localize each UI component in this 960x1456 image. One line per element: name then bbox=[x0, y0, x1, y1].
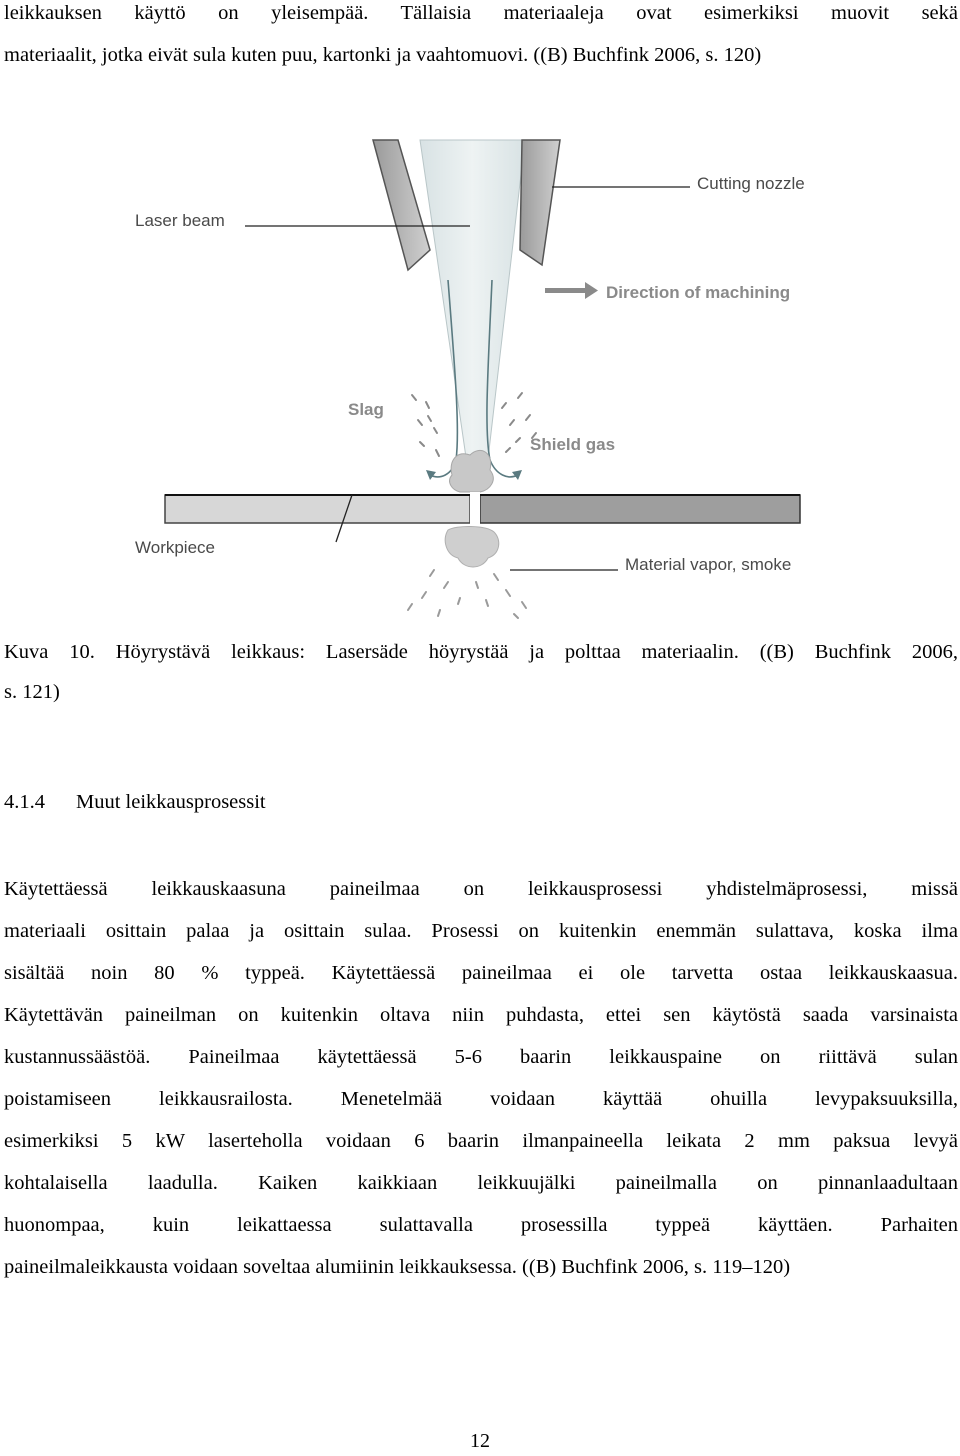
vapor-plume-top bbox=[450, 450, 494, 492]
shield-gas-arrow-left bbox=[426, 470, 436, 480]
body-line-1: Käytettäessä leikkauskaasuna paineilmaa on leikkausprosessi yhdistelmäprosessi, missä bbox=[4, 878, 958, 900]
label-slag: Slag bbox=[348, 400, 384, 419]
direction-arrow bbox=[545, 282, 598, 299]
label-shield-gas: Shield gas bbox=[530, 435, 616, 454]
laser-cutting-figure bbox=[130, 130, 850, 620]
kerf bbox=[470, 492, 480, 526]
label-laser-beam: Laser beam bbox=[135, 211, 225, 230]
intro-line-2: materiaalit, jotka eivät sula kuten puu, kartonki ja vaahtomuovi. ((B) Buchfink 2006, s. 120) bbox=[4, 44, 762, 66]
figure-caption bbox=[4, 632, 958, 712]
body-line-5: kustannussäästöä. Paineilmaa käytettäessä 5-6 baarin leikkauspaine on riittävä sulan bbox=[4, 1046, 958, 1068]
label-cutting-nozzle: Cutting nozzle bbox=[697, 174, 805, 193]
body-line-9: huonompaa, kuin leikattaessa sulattavalla prosessilla typpeä käyttäen. Parhaiten bbox=[4, 1214, 958, 1236]
body-line-7: esimerkiksi 5 kW laserteholla voidaan 6 baarin ilmanpaineella leikata 2 mm paksua levyä bbox=[4, 1130, 958, 1152]
caption-line-2: s. 121) bbox=[4, 681, 60, 703]
body-line-8: kohtalaisella laadulla. Kaiken kaikkiaan leikkuujälki paineilmalla on pinnanlaadultaan bbox=[4, 1172, 958, 1194]
caption-line-1: Kuva 10. Höyrystävä leikkaus: Lasersäde höyrystää ja polttaa materiaalin. ((B) Buchfink 2006, bbox=[4, 641, 958, 663]
section-title: Muut leikkausprosessit bbox=[76, 791, 266, 813]
smoke-particles bbox=[408, 570, 526, 618]
body-line-3: sisältää noin 80 % typpeä. Käytettäessä paineilmaa ei ole tarvetta ostaa leikkauskaasua. bbox=[4, 962, 958, 984]
body-paragraph bbox=[4, 868, 958, 1288]
section-number: 4.1.4 bbox=[4, 791, 45, 813]
workpiece-right bbox=[480, 495, 800, 523]
laser-cutting-diagram bbox=[130, 130, 850, 620]
laser-beam-cone bbox=[420, 140, 525, 485]
body-line-4: Käytettävän paineilman on kuitenkin oltava niin puhdasta, ettei sen käytöstä saada varsinaista bbox=[4, 1004, 958, 1026]
nozzle-left-wall bbox=[373, 140, 430, 270]
body-line-6: poistamiseen leikkausrailosta. Menetelmää voidaan käyttää ohuilla levypaksuuksilla, bbox=[4, 1088, 958, 1110]
vapor-plume-bottom bbox=[445, 526, 499, 567]
shield-gas-arrow-right bbox=[512, 470, 522, 480]
workpiece-left bbox=[165, 495, 470, 523]
nozzle-right-wall bbox=[520, 140, 560, 265]
body-line-2: materiaali osittain palaa ja osittain sulaa. Prosessi on kuitenkin enemmän sulattava, koska ilma bbox=[4, 920, 958, 942]
intro-paragraph bbox=[4, 0, 958, 76]
body-line-10: paineilmaleikkausta voidaan soveltaa alumiinin leikkauksessa. ((B) Buchfink 2006, s. 119–120) bbox=[4, 1256, 791, 1278]
intro-line-1: leikkauksen käyttö on yleisempää. Tällaisia materiaaleja ovat esimerkiksi muovit sekä bbox=[4, 2, 958, 24]
section-heading bbox=[4, 784, 266, 820]
label-material-vapor: Material vapor, smoke bbox=[625, 555, 792, 574]
label-workpiece: Workpiece bbox=[135, 538, 215, 557]
page-number: 12 bbox=[470, 1430, 490, 1452]
label-direction: Direction of machining bbox=[606, 283, 791, 302]
